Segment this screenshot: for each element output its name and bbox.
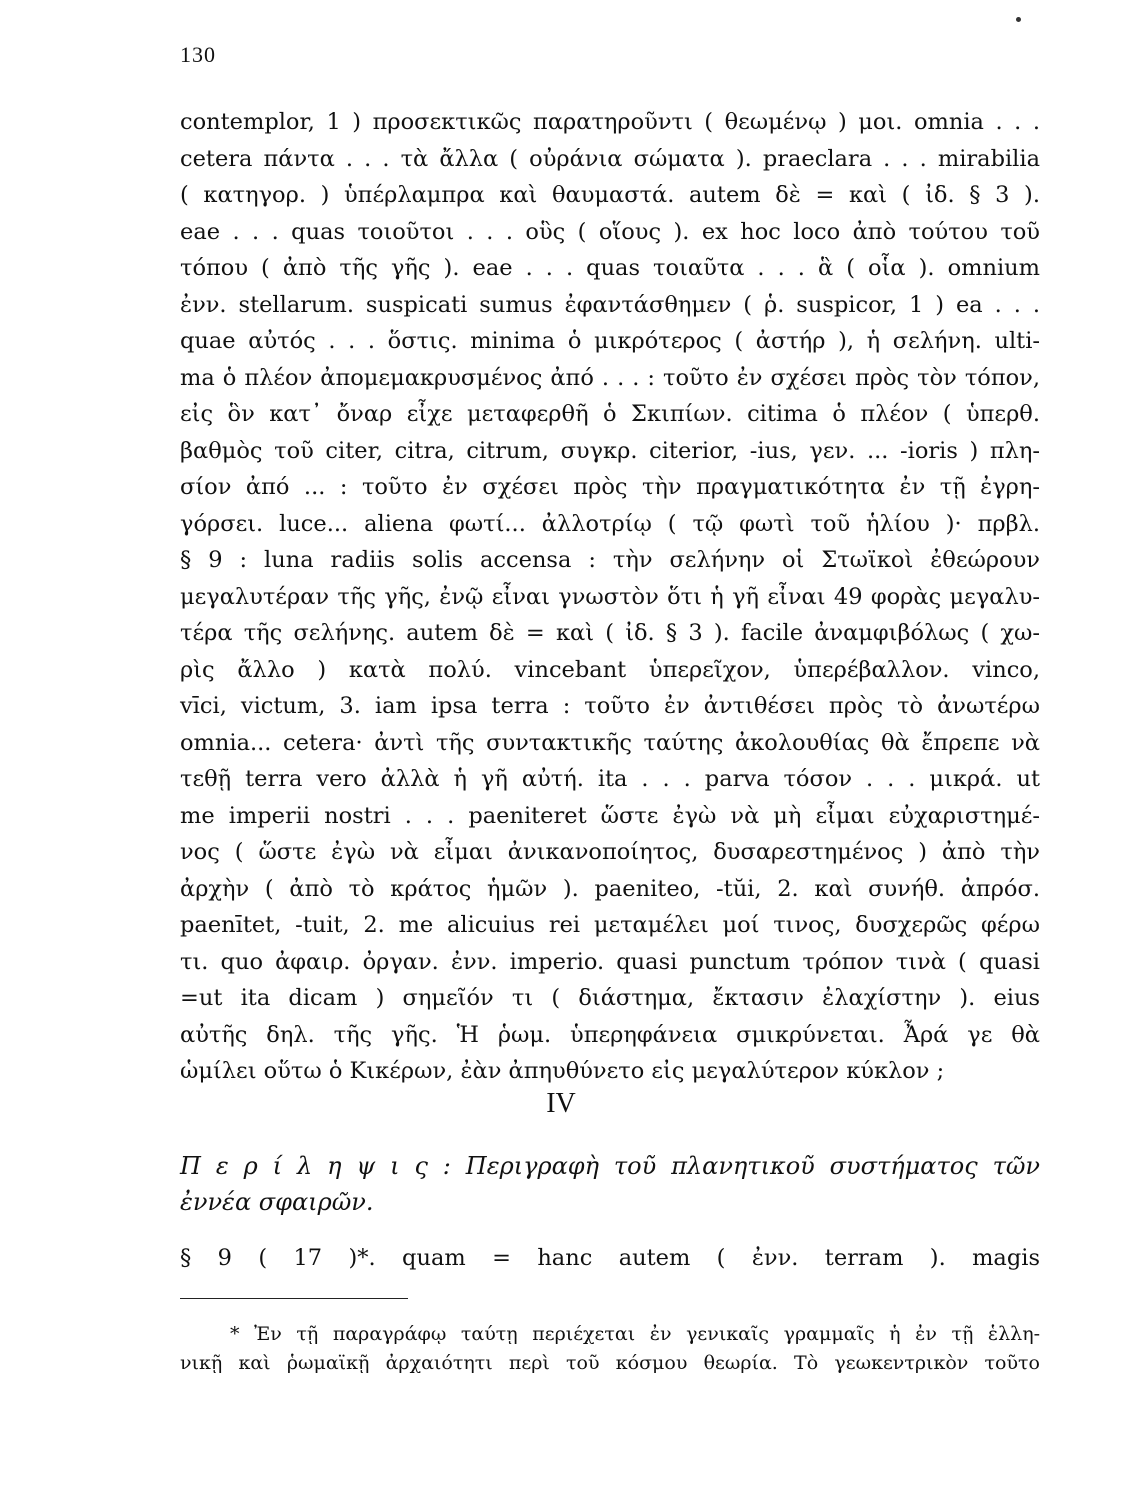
body-line: ἐνν. stellarum. suspicati sumus ἐφαντάσθημεν ( ῥ. suspicor, 1 ) ea . . . (180, 291, 1040, 318)
body-line: eae . . . quas τοιοῦτοι . . . οὓς ( οἵους ). ex hoc loco ἀπὸ τούτου τοῦ (180, 218, 1040, 245)
body-line: me imperii nostri . . . paeniteret ὥστε ἐγὼ νὰ μὴ εἶμαι εὐχαριστημέ- (180, 802, 1040, 829)
body-line: μεγαλυτέραν τῆς γῆς, ἐνῷ εἶναι γνωστὸν ὅτι ἡ γῆ εἶναι 49 φορὰς μεγαλυ- (180, 583, 1040, 610)
paragraph-start (180, 1240, 1040, 1277)
body-line: γόρσει. luce... aliena φωτί... ἀλλοτρίῳ ( τῷ φωτὶ τοῦ ἡλίου )· πρβλ. (180, 510, 1040, 537)
heading-line: Π ε ρ ί λ η ψ ι ς : Περιγραφὴ τοῦ πλανητικοῦ συστήματος τῶν (180, 1152, 1040, 1180)
body-line: cetera πάντα . . . τὰ ἄλλα ( οὐράνια σώματα ). praeclara . . . mirabilia (180, 145, 1040, 172)
footnote-line: * Ἐν τῇ παραγράφῳ ταύτῃ περιέχεται ἐν γενικαῖς γραμμαῖς ἡ ἐν τῇ ἑλλη- (230, 1323, 1040, 1345)
body-line: omnia... cetera· ἀντὶ τῆς συντακτικῆς ταύτης ἀκολουθίας θὰ ἔπρεπε νὰ (180, 729, 1040, 756)
body-line: αὐτῆς δηλ. τῆς γῆς. Ἡ ῥωμ. ὑπερηφάνεια σμικρύνεται. Ἆρά γε θὰ (180, 1021, 1040, 1048)
scan-speck (1016, 17, 1021, 22)
body-line: νος ( ὥστε ἐγὼ νὰ εἶμαι ἀνικανοποίητος, δυσαρεστημένος ) ἀπὸ τὴν (180, 839, 1040, 865)
footnote-rule (180, 1298, 408, 1299)
body-line: =ut ita dicam ) σημεῖόν τι ( διάστημα, ἔκτασιν ἐλαχίστην ). eius (180, 985, 1040, 1011)
section-numeral: IV (546, 1088, 576, 1119)
body-line: vīci, victum, 3. iam ipsa terra : τοῦτο ἐν ἀντιθέσει πρὸς τὸ ἀνωτέρω (180, 693, 1040, 719)
section-heading (180, 1148, 1040, 1220)
body-line: σίον ἀπό ... : τοῦτο ἐν σχέσει πρὸς τὴν πραγματικότητα ἐν τῇ ἐγρη- (180, 474, 1040, 500)
body-line: τόπου ( ἀπὸ τῆς γῆς ). eae . . . quas τοιαῦτα . . . ἃ ( οἷα ). omnium (180, 255, 1040, 281)
body-line: contemplor, 1 ) προσεκτικῶς παρατηροῦντι ( θεωμένῳ ) μοι. omnia . . . (180, 109, 1040, 135)
body-line: quae αὐτός . . . ὅστις. minima ὁ μικρότερος ( ἀστήρ ), ἡ σελήνη. ulti- (180, 328, 1040, 354)
body-line: τι. quo ἀφαιρ. ὀργαν. ἐνν. imperio. quasi punctum τρόπον τινὰ ( quasi (180, 948, 1040, 975)
body-line: τέρα τῆς σελήνης. autem δὲ = καὶ ( ἰδ. § 3 ). facile ἀναμφιβόλως ( χω- (180, 620, 1040, 646)
body-line: ma ὁ πλέον ἀπομεμακρυσμένος ἀπό . . . : τοῦτο ἐν σχέσει πρὸς τὸν τόπον, (180, 364, 1040, 391)
page-number: 130 (180, 42, 216, 67)
body-line: ἀρχὴν ( ἀπὸ τὸ κράτος ἡμῶν ). paeniteo, -tŭi, 2. καὶ συνήθ. ἀπρόσ. (180, 875, 1040, 902)
body-line: βαθμὸς τοῦ citer, citra, citrum, συγκρ. citerior, -ius, γεν. ... -ioris ) πλη- (180, 437, 1040, 464)
commentary-body (180, 104, 1040, 1090)
heading-line: ἐννέα σφαιρῶν. (180, 1188, 374, 1216)
body-line: ὡμίλει οὕτω ὁ Κικέρων, ἐὰν ἀπηυθύνετο εἰς μεγαλύτερον κύκλον ; (180, 1058, 945, 1084)
body-line: ρὶς ἄλλο ) κατὰ πολύ. vincebant ὑπερεῖχον, ὑπερέβαλλον. vinco, (180, 656, 1040, 683)
footnote (180, 1320, 1040, 1378)
body-line: § 9 : luna radiis solis accensa : τὴν σελήνην οἱ Στωϊκοὶ ἐθεώρουν (180, 547, 1040, 573)
body-line: τεθῇ terra vero ἀλλὰ ἡ γῆ αὐτή. ita . . . parva τόσον . . . μικρά. ut (180, 766, 1040, 792)
body-line: § 9 ( 17 )*. quam = hanc autem ( ἐνν. terram ). magis (180, 1245, 1040, 1271)
body-line: εἰς ὃν κατ᾽ ὄναρ εἶχε μεταφερθῆ ὁ Σκιπίων. citima ὁ πλέον ( ὑπερθ. (180, 401, 1040, 427)
footnote-line: νικῇ καὶ ῥωμαϊκῇ ἀρχαιότητι περὶ τοῦ κόσμου θεωρία. Τὸ γεωκεντρικὸν τοῦτο (180, 1352, 1040, 1374)
body-line: ( κατηγορ. ) ὑπέρλαμπρα καὶ θαυμαστά. autem δὲ = καὶ ( ἰδ. § 3 ). (180, 182, 1040, 208)
body-line: paenītet, -tuit, 2. me alicuius rei μεταμέλει μοί τινος, δυσχερῶς φέρω (180, 912, 1040, 938)
